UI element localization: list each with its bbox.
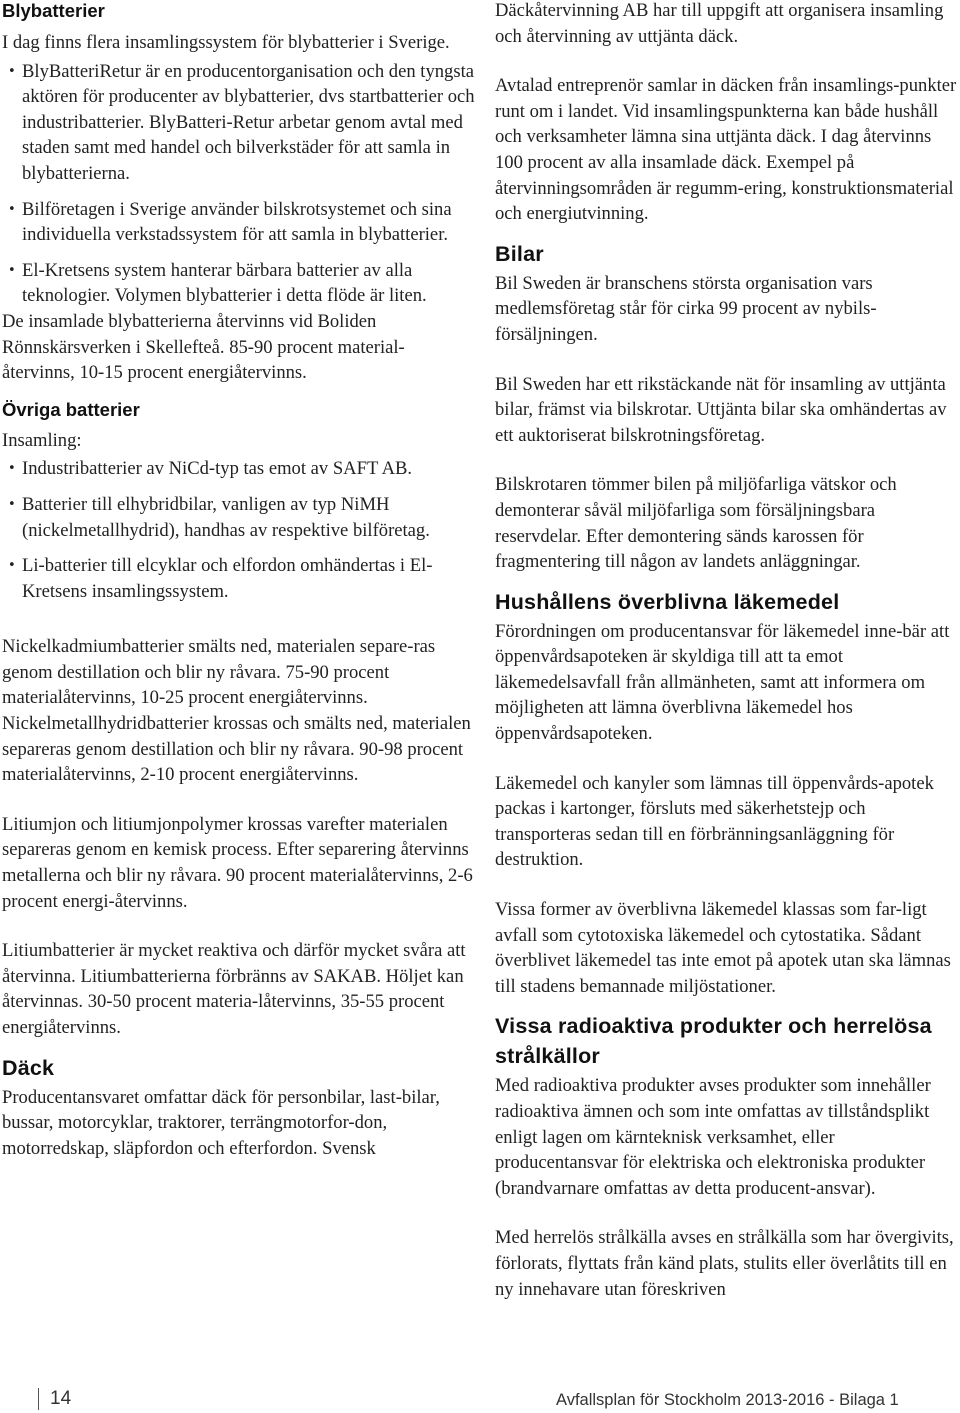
list-item: • Industribatterier av NiCd-typ tas emot av SAFT AB.	[2, 456, 476, 482]
bullet-icon: •	[8, 63, 16, 79]
bullet-icon: •	[8, 262, 16, 278]
list-item: • BlyBatteriRetur är en producentorganisation och den tyngsta aktören för producenter av blybatterier, dvs startbatterier och industribatterier. BlyBatteri-Retur arbetar genom avtal med staden samt med handel och bilverkstäder för att samla in blybatterierna.	[8, 60, 475, 184]
lakemedel-paragraph-3: Vissa former av överblivna läkemedel klassas som far-ligt avfall som cytotoxiska läkemedel och cytostatika. Sådant överblivet läkemedel tas inte emot på apotek utan ska lämnas till stadens bemannade miljöstationer.	[495, 899, 951, 997]
litiumjon-paragraph: Litiumjon och litiumjonpolymer krossas varefter materialen separeras genom en kemisk process. Efter separering återvinns metallerna och blir ny råvara. 90 procent materialåtervinns, 2-6 procent energi-återvinns.	[2, 813, 473, 912]
blybatterier-bullet-list	[2, 59, 476, 309]
left-column	[2, 0, 476, 1161]
lakemedel-paragraph-2: Läkemedel och kanyler som lämnas till öppenvårds-apotek packas i kartonger, försluts med säkerhetstejp och transporteras sedan till en förbränningsanläggning för destruktion.	[495, 772, 934, 871]
litium-paragraph: Litiumbatterier är mycket reaktiva och därför mycket svåra att återvinna. Litiumbatterierna förbränns av SAKAB. Höljet kan återvinnas. 30-50 procent materia-låtervinns, 35-55 procent energiåtervinns.	[2, 940, 466, 1038]
heading-lakemedel: Hushållens överblivna läkemedel	[495, 589, 840, 614]
heading-ovriga-batterier: Övriga batterier	[2, 398, 140, 420]
footer-divider	[38, 1388, 39, 1410]
heading-blybatterier: Blybatterier	[2, 0, 105, 21]
bullet-icon: •	[8, 496, 16, 512]
dack-continued: Däckåtervinning AB har till uppgift att organisera insamling och återvinning av uttjänta däck.	[495, 0, 944, 47]
blybatterier-intro: I dag finns flera insamlingssystem för blybatterier i Sverige.	[2, 32, 450, 53]
bilar-paragraph-3: Bilskrotaren tömmer bilen på miljöfarliga vätskor och demonterar såväl miljöfarliga som försäljningsbara reservdelar. Efter demontering sänds karossen för fragmentering till någon av landets anläggningar.	[495, 474, 897, 573]
lakemedel-paragraph-1: Förordningen om producentansvar för läkemedel inne-bär att öppenvårdsapoteken är skyldiga till att ta emot läkemedelsavfall från allmänheten, samt att informera om möjligheten att lämna överblivna läkemedel hos öppenvårdsapoteken.	[495, 620, 950, 745]
nickel-paragraph: Nickelkadmiumbatterier smälts ned, materialen separe-ras genom destillation och blir ny råvara. 75-90 procent materialåtervinns, 10-25 procent energiåtervinns. Nickelmetallhydridbatterier krossas och smälts ned, materialen separeras genom destillation och blir ny råvara. 90-98 procent materialåtervinns, 2-10 procent energiåtervinns.	[2, 636, 471, 786]
radio-paragraph-2: Med herrelös strålkälla avses en strålkälla som har övergivits, förlorats, flyttats från känd plats, stulits eller överlåtits till en ny innehavare utan föreskriven	[495, 1227, 954, 1300]
page-number: 14	[50, 1388, 72, 1409]
list-item: • Bilföretagen i Sverige använder bilskrotsystemet och sina individuella verkstadssystem för att samla in blybatterier.	[8, 198, 452, 246]
ovriga-intro: Insamling:	[2, 429, 82, 451]
list-item: • El-Kretsens system hanterar bärbara batterier av alla teknologier. Volymen blybatterier i detta flöde är liten.	[8, 259, 427, 307]
right-column	[495, 0, 958, 1302]
list-item: • Li-batterier till elcyklar och elfordon omhändertas i El-Kretsens insamlingssystem.	[8, 555, 433, 602]
bilar-paragraph-2: Bil Sweden har ett rikstäckande nät för insamling av uttjänta bilar, främst via bilskrotar. Uttjänta bilar ska omhändertas av ett auktoriserat bilskrotningsföretag.	[495, 373, 947, 446]
list-item: • Batterier till elhybridbilar, vanligen av typ NiMH (nickelmetallhydrid), handhas av respektive bilföretag.	[8, 493, 430, 541]
heading-radioaktiva: Vissa radioaktiva produkter och herrelösa strålkällor	[495, 1014, 932, 1069]
heading-bilar: Bilar	[495, 241, 544, 266]
ovriga-bullet-list	[2, 456, 476, 604]
bullet-icon: •	[8, 201, 16, 217]
bullet-icon: •	[8, 558, 16, 574]
dack-paragraph: Producentansvaret omfattar däck för personbilar, last-bilar, bussar, motorcyklar, traktorer, terrängmotorfor-don, motorredskap, släpfordon och efterfordon. Svensk	[2, 1086, 440, 1159]
heading-dack: Däck	[2, 1055, 55, 1080]
footer-document-title: Avfallsplan för Stockholm 2013-2016 - Bilaga 1	[556, 1391, 899, 1409]
bullet-icon: •	[8, 461, 16, 477]
dack-paragraph-2: Avtalad entreprenör samlar in däcken från insamlings-punkter runt om i landet. Vid insamlingspunkterna kan både hushåll och verksamheter lämna sina uttjänta däck. I dag återvinns 100 procent av alla insamlade däck. Exempel på återvinningsområden är regumm-ering, konstruktionsmaterial och energiutvinning.	[495, 75, 957, 225]
bilar-paragraph-1: Bil Sweden är branschens största organisation vars medlemsföretag står för cirka 99 procent av nybils-försäljningen.	[495, 272, 877, 345]
blybatterier-closing: De insamlade blybatterierna återvinns vid Boliden Rönnskärsverken i Skellefteå. 85-90 procent material-återvinns, 10-15 procent energiåtervinns.	[2, 310, 405, 384]
radio-paragraph-1: Med radioaktiva produkter avses produkter som innehåller radioaktiva ämnen och som inte omfattas av tillståndsplikt enligt lagen om kärnteknisk verksamhet, eller producentansvar för elektriska och elektroniska produkter (brandvarnare omfattas av detta producent-ansvar).	[495, 1075, 931, 1199]
